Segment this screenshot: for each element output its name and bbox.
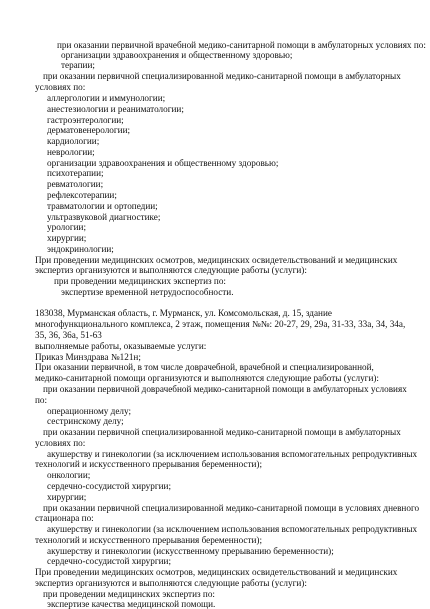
text-line: урологии; xyxy=(47,222,86,232)
text-line: кардиологии; xyxy=(47,136,100,146)
text-line: сестринскому делу; xyxy=(47,416,124,426)
text-line: при оказании первичной специализированной медико-санитарной помощи в амбулаторных xyxy=(43,71,401,81)
text-line: условиях по: xyxy=(35,82,86,92)
text-line: технологий и искусственного прерывания беременности); xyxy=(35,459,263,469)
text-line: При оказании первичной, в том числе доврачебной, врачебной и специализированной, xyxy=(35,362,374,372)
text-line: аллергологии и иммунологии; xyxy=(47,93,166,103)
text-line: экспертиз организуются и выполняются следующие работы (услуги): xyxy=(35,578,307,588)
text-line: стационара по: xyxy=(35,513,94,523)
text-line: при проведении медицинских экспертиз по: xyxy=(54,276,226,286)
text-line: экспертизе временной нетрудоспособности. xyxy=(61,287,234,297)
text-line: 35, 36, 36а, 51-63 xyxy=(35,330,102,340)
text-line: терапии; xyxy=(61,60,95,70)
text-line: организации здравоохранения и общественному здоровью; xyxy=(47,158,279,168)
text-line: при оказании первичной врачебной медико-санитарной помощи в амбулаторных условиях по: xyxy=(57,40,426,50)
text-line: экспертизе качества медицинской помощи. xyxy=(47,599,216,609)
text-line: ревматологии; xyxy=(47,179,104,189)
text-line: акушерству и гинекологии (за исключением использования вспомогательных репродуктивных xyxy=(47,524,418,534)
text-line: При проведении медицинских осмотров, медицинских освидетельствований и медицинских xyxy=(35,567,398,577)
text-line: 183038, Мурманская область, г. Мурманск, ул. Комсомольская, д. 15, здание xyxy=(35,308,332,318)
text-line: рефлексотерапии; xyxy=(47,190,117,200)
text-line: ультразвуковой диагностике; xyxy=(47,212,161,222)
text-line: сердечно-сосудистой хирургии; xyxy=(47,481,172,491)
text-line: При проведении медицинских осмотров, медицинских освидетельствований и медицинских xyxy=(35,255,398,265)
text-line: операционному делу; xyxy=(47,406,132,416)
text-line: организации здравоохранения и общественному здоровью; xyxy=(61,50,293,60)
text-line: неврологии; xyxy=(47,147,95,157)
text-line: анестезиологии и реаниматологии; xyxy=(47,104,184,114)
text-line: психотерапии; xyxy=(47,168,104,178)
text-line: выполняемые работы, оказываемые услуги: xyxy=(35,341,207,351)
text-line: при оказании первичной специализированной медико-санитарной помощи в условиях дневного xyxy=(43,503,420,513)
text-line: медико-санитарной помощи организуются и выполняются следующие работы (услуги): xyxy=(35,373,379,383)
text-line: хирургии; xyxy=(47,233,87,243)
text-line: экспертиз организуются и выполняются следующие работы (услуги): xyxy=(35,265,307,275)
text-line: при оказании первичной доврачебной медико-санитарной помощи в амбулаторных условиях xyxy=(43,384,407,394)
text-line: Приказ Минздрава №121н; xyxy=(35,352,141,362)
text-line: при оказании первичной специализированной медико-санитарной помощи в амбулаторных xyxy=(43,427,401,437)
text-line: по: xyxy=(35,395,48,405)
text-line: травматологии и ортопедии; xyxy=(47,201,158,211)
text-line: при проведении медицинских экспертиз по: xyxy=(43,589,215,599)
text-line: технологий и искусственного прерывания беременности); xyxy=(35,535,263,545)
text-line: эндокринологии; xyxy=(47,244,114,254)
text-line: сердечно-сосудистой хирургии; xyxy=(47,556,172,566)
text-line: онкологии; xyxy=(47,470,91,480)
text-line: акушерству и гинекологии (за исключением использования вспомогательных репродуктивных xyxy=(47,449,418,459)
text-line: многофункционального комплекса, 2 этаж, помещения №№: 20-27, 29, 29а, 31-33, 33а, 34, 34а, xyxy=(35,319,406,329)
text-line: дерматовенерологии; xyxy=(47,125,131,135)
text-line: акушерству и гинекологии (искусственному прерыванию беременности); xyxy=(47,546,334,556)
text-line: хирургии; xyxy=(47,492,87,502)
text-line: условиях по: xyxy=(35,438,86,448)
text-line: гастроэнтерологии; xyxy=(47,115,124,125)
